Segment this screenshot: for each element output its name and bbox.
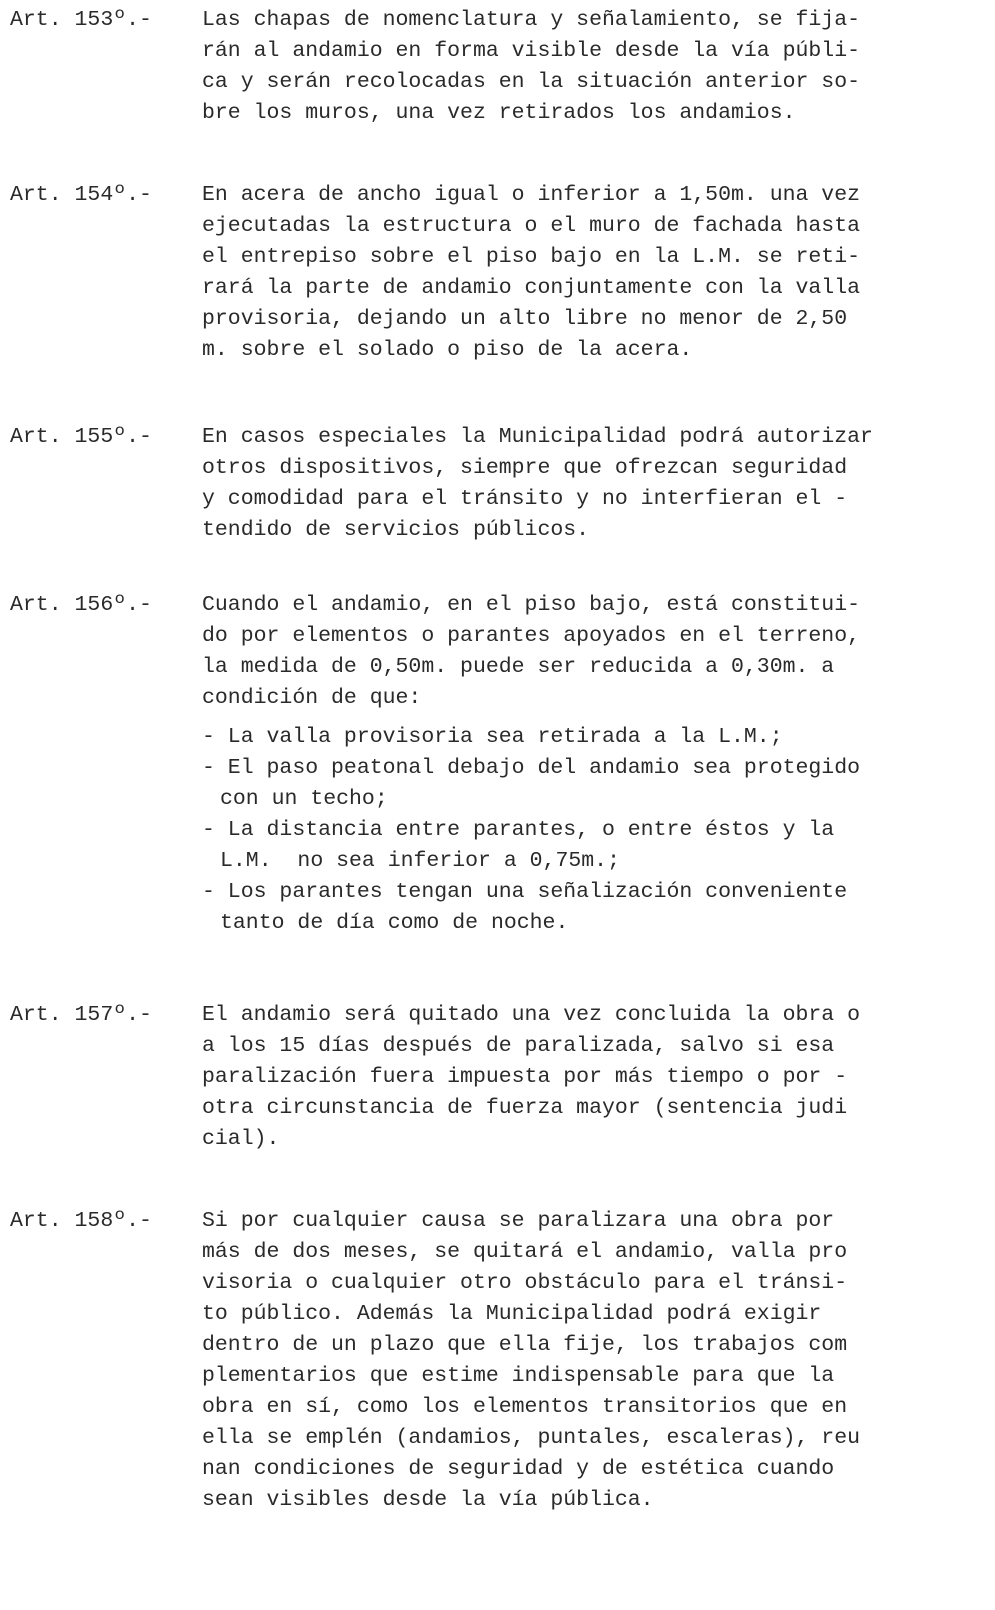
list-item-continuation: con un techo;	[220, 787, 388, 811]
text-line: sean visibles desde la vía pública.	[202, 1488, 654, 1512]
article-number: Art. 153º.-	[10, 8, 152, 32]
text-line: condición de que:	[202, 686, 422, 710]
text-line: visoria o cualquier otro obstáculo para el tránsi-	[202, 1271, 848, 1295]
text-line: cial).	[202, 1127, 280, 1151]
text-line: rará la parte de andamio conjuntamente con la valla	[202, 276, 861, 300]
article-number: Art. 155º.-	[10, 425, 152, 449]
text-line: más de dos meses, se quitará el andamio, valla pro	[202, 1240, 848, 1264]
text-line: obra en sí, como los elementos transitorios que en	[202, 1395, 848, 1419]
text-line: Si por cualquier causa se paralizara una obra por	[202, 1209, 835, 1233]
article-number: Art. 156º.-	[10, 593, 152, 617]
text-line: y comodidad para el tránsito y no interfieran el -	[202, 487, 848, 511]
text-line: nan condiciones de seguridad y de estética cuando	[202, 1457, 835, 1481]
article-number: Art. 157º.-	[10, 1003, 152, 1027]
text-line: paralización fuera impuesta por más tiempo o por -	[202, 1065, 848, 1089]
text-line: a los 15 días después de paralizada, salvo si esa	[202, 1034, 835, 1058]
list-item: - La valla provisoria sea retirada a la L.M.;	[202, 725, 783, 749]
text-line: ca y serán recolocadas en la situación anterior so-	[202, 70, 861, 94]
text-line: la medida de 0,50m. puede ser reducida a 0,30m. a	[202, 655, 835, 679]
text-line: Cuando el andamio, en el piso bajo, está constitui-	[202, 593, 861, 617]
article-number: Art. 158º.-	[10, 1209, 152, 1233]
list-item: - El paso peatonal debajo del andamio sea protegido	[202, 756, 861, 780]
list-item-continuation: L.M. no sea inferior a 0,75m.;	[220, 849, 620, 873]
list-item: - La distancia entre parantes, o entre éstos y la	[202, 818, 835, 842]
text-line: ella se emplén (andamios, puntales, escaleras), reu	[202, 1426, 861, 1450]
article-text	[202, 1000, 995, 1155]
text-line: m. sobre el solado o piso de la acera.	[202, 338, 693, 362]
text-line: provisoria, dejando un alto libre no menor de 2,50	[202, 307, 848, 331]
text-line: En casos especiales la Municipalidad podrá autorizar	[202, 425, 873, 449]
article-text	[202, 590, 995, 939]
text-line: Las chapas de nomenclatura y señalamiento, se fija-	[202, 8, 861, 32]
text-line: otra circunstancia de fuerza mayor (sentencia judi	[202, 1096, 848, 1120]
text-line: tendido de servicios públicos.	[202, 518, 590, 542]
list-item-continuation: tanto de día como de noche.	[220, 911, 569, 935]
condition-list	[202, 722, 995, 939]
text-line: do por elementos o parantes apoyados en el terreno,	[202, 624, 861, 648]
text-line: bre los muros, una vez retirados los andamios.	[202, 101, 796, 125]
list-item: - Los parantes tengan una señalización conveniente	[202, 880, 848, 904]
article-number: Art. 154º.-	[10, 183, 152, 207]
text-line: el entrepiso sobre el piso bajo en la L.M. se reti-	[202, 245, 861, 269]
article-text	[202, 422, 995, 546]
text-line: ejecutadas la estructura o el muro de fachada hasta	[202, 214, 861, 238]
article-text	[202, 5, 995, 129]
text-line: to público. Además la Municipalidad podrá exigir	[202, 1302, 822, 1326]
text-line: plementarios que estime indispensable para que la	[202, 1364, 835, 1388]
article-text	[202, 1206, 995, 1516]
article-text	[202, 180, 995, 366]
text-line: otros dispositivos, siempre que ofrezcan seguridad	[202, 456, 848, 480]
text-line: dentro de un plazo que ella fije, los trabajos com	[202, 1333, 848, 1357]
text-line: rán al andamio en forma visible desde la vía públi-	[202, 39, 861, 63]
text-line: En acera de ancho igual o inferior a 1,50m. una vez	[202, 183, 861, 207]
text-line: El andamio será quitado una vez concluida la obra o	[202, 1003, 861, 1027]
